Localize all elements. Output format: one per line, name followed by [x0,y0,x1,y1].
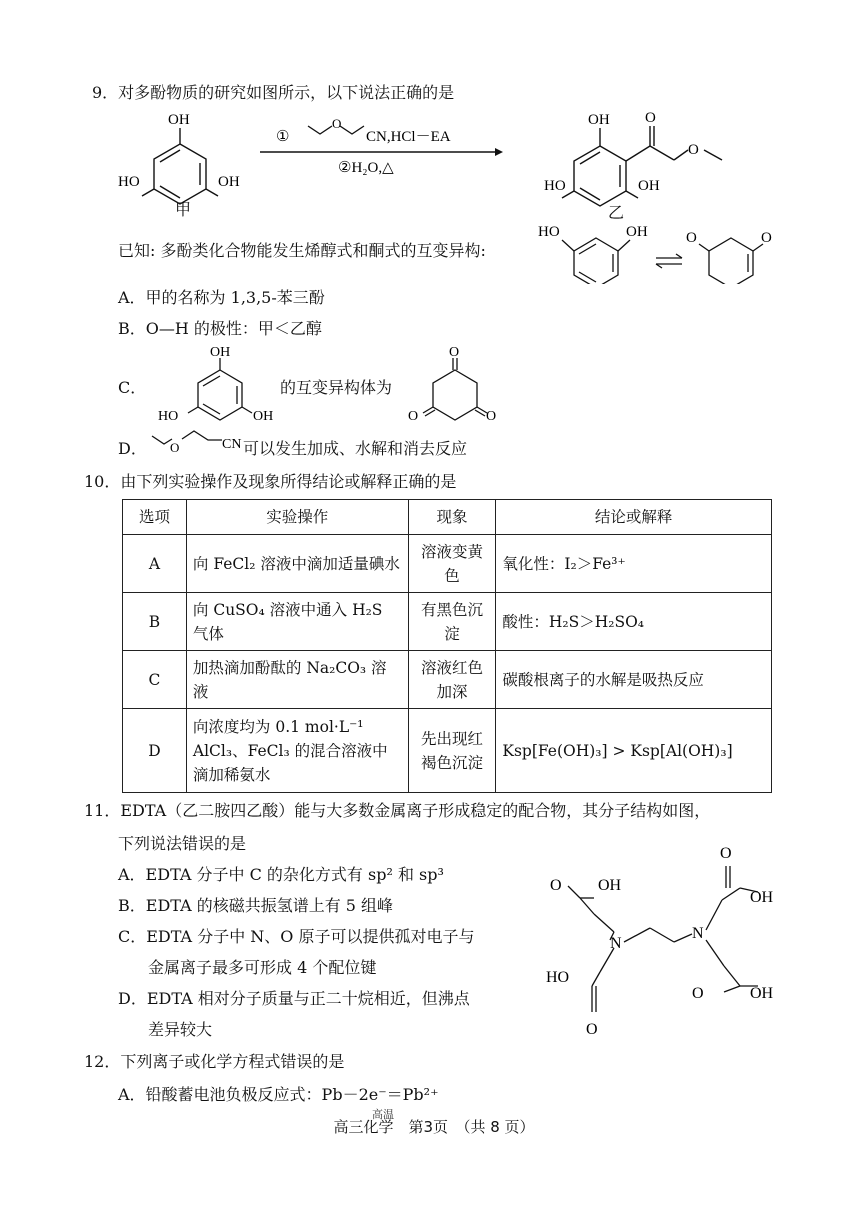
atom-o: O [688,142,699,158]
row-key: A [123,535,187,593]
q9-option-d-prefix: D． [118,439,147,458]
col-header-option: 选项 [123,500,187,535]
row-conclusion: 酸性：H₂S＞H₂SO₄ [496,593,772,651]
q9-option-c-mid: 的互变异构体为 [280,378,393,397]
table-header-row [123,500,772,535]
row-conclusion: 碳酸根离子的水解是吸热反应 [496,651,772,709]
q9-stem: 9．对多酚物质的研究如图所示，以下说法正确的是 [92,83,455,102]
atom-oh: OH [626,224,648,240]
col-header-conclusion: 结论或解释 [496,500,772,535]
row-phenomenon: 溶液变黄色 [408,535,496,593]
q11-option-a: A．EDTA 分子中 C 的杂化方式有 sp² 和 sp³ [118,865,444,884]
atom-o: O [761,230,772,246]
table-row [123,709,772,793]
row-key: B [123,593,187,651]
row-operation: 向浓度均为 0.1 mol·L⁻¹ AlCl₃、FeCl₃ 的混合溶液中滴加稀氨水 [186,709,408,793]
atom-oh: OH [210,345,231,360]
atom-ho: HO [544,178,566,194]
methoxyacetonitrile-structure [148,428,248,458]
q11-stem-line1: 11．EDTA（乙二胺四乙酸）能与大多数金属离子形成稳定的配合物，其分子结构如图， [84,801,711,820]
q9-known: 已知: 多酚类化合物能发生烯醇式和酮式的互变异构: [118,241,486,260]
cyclohexanetrione-structure [400,344,510,428]
atom-ho: HO [118,174,140,190]
table-row [123,593,772,651]
atom-o: O [170,440,180,455]
q9-option-a: A．甲的名称为 1,3,5-苯三酚 [118,288,325,307]
page-footer: 高三化学 第3页 （共 8 页） [333,1118,535,1136]
q9-option-c-prefix: C． [118,378,147,397]
label-jia: 甲 [175,200,192,219]
atom-n: N [610,935,622,952]
reagent-2: ②H₂O,△ [338,160,394,176]
q11-option-d-line2: 差异较大 [148,1020,213,1039]
q11-stem-line2: 下列说法错误的是 [118,834,247,853]
label-yi: 乙 [608,203,625,222]
atom-cn: CN [222,437,242,452]
row-phenomenon: 溶液红色加深 [408,651,496,709]
row-phenomenon: 有黑色沉淀 [408,593,496,651]
q10-stem: 10．由下列实验操作及现象所得结论或解释正确的是 [84,472,457,491]
reagent-1: CN,HCl－EA [366,129,451,145]
atom-oh: OH [638,178,660,194]
q11-option-c-line2: 金属离子最多可形成 4 个配位键 [148,958,377,977]
row-operation: 加热滴加酚酞的 Na₂CO₃ 溶液 [186,651,408,709]
experiment-table [122,499,772,793]
atom-oh: OH [750,889,774,906]
q12-cut-text: 高温 [372,1108,394,1121]
atom-o: O [332,116,342,131]
atom-oh: OH [588,112,610,128]
q9-option-d-suffix: 可以发生加成、水解和消去反应 [243,439,468,458]
q11-option-b: B．EDTA 的核磁共振氢谱上有 5 组峰 [118,896,394,915]
q9-option-b: B．O—H 的极性：甲＜乙醇 [118,319,322,338]
table-row [123,651,772,709]
atom-oh: OH [218,174,240,190]
atom-o: O [449,345,460,360]
row-phenomenon: 先出现红褐色沉淀 [408,709,496,793]
table-row [123,535,772,593]
col-header-operation: 实验操作 [186,500,408,535]
row-conclusion: 氧化性：I₂＞Fe³⁺ [496,535,772,593]
atom-o: O [486,409,497,424]
atom-o: O [686,230,697,246]
edta-structure [540,836,790,1046]
atom-o: O [408,409,419,424]
atom-o: O [720,845,732,862]
atom-o: O [692,985,704,1002]
row-key: C [123,651,187,709]
row-operation: 向 CuSO₄ 溶液中通入 H₂S 气体 [186,593,408,651]
tautomer-equilibrium [536,218,786,284]
atom-oh: OH [598,877,622,894]
atom-oh: OH [253,409,274,424]
atom-o: O [645,110,656,126]
atom-n: N [692,925,704,942]
row-conclusion: Ksp[Fe(OH)₃] > Ksp[Al(OH)₃] [496,709,772,793]
reagent-1-number: ① [276,129,290,145]
atom-o: O [586,1021,598,1038]
q11-option-c-line1: C．EDTA 分子中 N、O 原子可以提供孤对电子与 [118,927,475,946]
q9-reaction-scheme [110,108,790,226]
row-operation: 向 FeCl₂ 溶液中滴加适量碘水 [186,535,408,593]
compound-jia-structure [142,128,218,204]
compound-yi-structure [562,126,722,206]
atom-ho: HO [546,969,570,986]
atom-ho: HO [538,224,560,240]
q11-option-d-line1: D．EDTA 相对分子质量与正二十烷相近，但沸点 [118,989,470,1008]
q12-option-a: A．铅酸蓄电池负极反应式：Pb－2e⁻＝Pb²⁺ [118,1085,439,1104]
col-header-phenomenon: 现象 [408,500,496,535]
atom-ho: HO [158,409,179,424]
atom-o: O [550,877,562,894]
atom-oh: OH [168,112,190,128]
atom-oh: OH [750,985,774,1002]
q12-stem: 12．下列离子或化学方程式错误的是 [84,1052,345,1071]
row-key: D [123,709,187,793]
phloroglucinol-structure [150,344,290,428]
